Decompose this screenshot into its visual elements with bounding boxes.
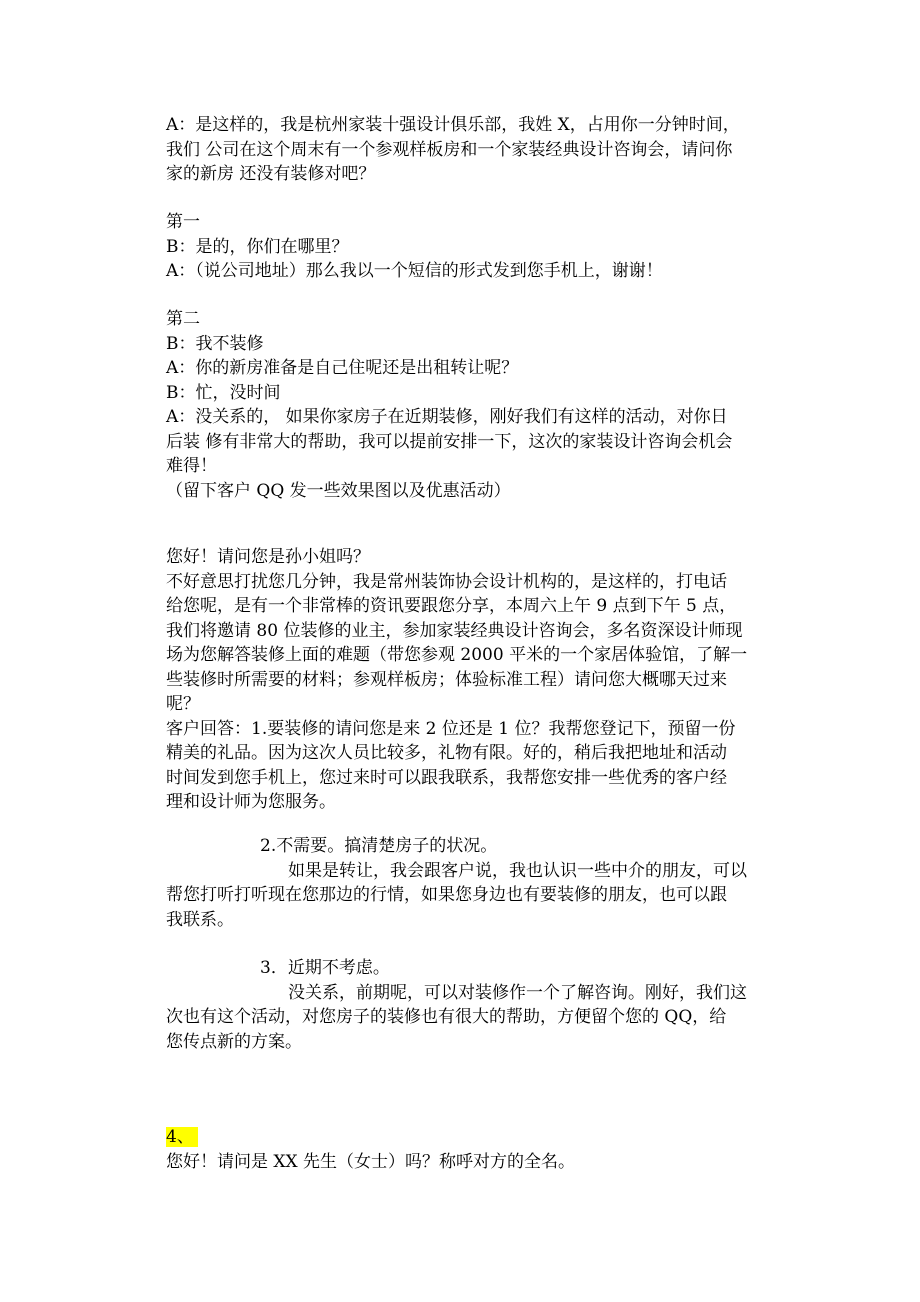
text-line: 如果是转让，我会跟客户说，我也认识一些中介的朋友，可以 — [288, 860, 747, 881]
text-line: 我们将邀请 80 位装修的业主，参加家装经典设计咨询会，多名资深设计师现 — [166, 620, 743, 641]
response-heading: 3．近期不考虑。 — [260, 958, 390, 978]
text-line: 理和设计师为您服务。 — [166, 792, 336, 812]
section-4 — [166, 1125, 796, 1174]
dialogue-line: B：忙，没时间 — [166, 382, 281, 403]
dialogue-line: 难得！ — [166, 456, 217, 476]
dialogue-line: 后装 修有非常大的帮助，我可以提前安排一下，这次的家装设计咨询会机会 — [166, 431, 733, 452]
text-line: 场为您解答装修上面的难题（带您参观 2000 平米的一个家居体验馆，了解一 — [166, 645, 748, 665]
text-line: 不好意思打扰您几分钟，我是常州装饰协会设计机构的，是这样的，打电话 — [166, 571, 727, 592]
text-line: 没关系，前期呢，可以对装修作一个了解咨询。刚好，我们这 — [288, 982, 747, 1003]
greeting-line: 您好！请问是 XX 先生（女士）吗？称呼对方的全名。 — [166, 1151, 576, 1172]
dialogue-line: B：是的，你们在哪里？ — [166, 236, 349, 257]
second-section — [166, 307, 796, 503]
text-line: 家的新房 还没有装修对吧？ — [166, 164, 376, 184]
text-line: 客户回答：1.要装修的请问您是来 2 位还是 1 位？我帮您登记下，预留一份 — [166, 718, 736, 739]
response-3 — [166, 956, 796, 1054]
note-line: （留下客户 QQ 发一些效果图以及优惠活动） — [166, 480, 511, 501]
dialogue-line: B：我不装修 — [166, 333, 264, 354]
text-line: 些装修时所需要的材料；参观样板房；体验标准工程）请问您大概哪天过来 — [166, 669, 727, 690]
response-heading: 2.不需要。搞清楚房子的状况。 — [260, 836, 498, 856]
text-line: 时间发到您手机上，您过来时可以跟我联系，我帮您安排一些优秀的客户经 — [166, 767, 727, 788]
text-line: 我联系。 — [166, 909, 234, 930]
greeting-line: 您好！请问您是孙小姐吗？ — [166, 547, 370, 567]
call-script-section — [166, 545, 796, 815]
text-line: 帮您打听打听现在您那边的行情，如果您身边也有要装修的朋友，也可以跟 — [166, 885, 727, 905]
text-line: A：是这样的，我是杭州家装十强设计俱乐部，我姓 X，占用你一分钟时间， — [166, 115, 740, 135]
dialogue-line: A：你的新房准备是自己住呢还是出租转让呢？ — [166, 358, 519, 378]
dialogue-line: A：（说公司地址）那么我以一个短信的形式发到您手机上，谢谢！ — [166, 261, 663, 281]
response-2 — [166, 834, 796, 932]
dialogue-line: A：没关系的， 如果你家房子在近期装修，刚好我们有这样的活动，对你日 — [166, 407, 728, 427]
intro-paragraph — [166, 113, 796, 187]
text-line: 呢？ — [166, 694, 200, 714]
text-line: 给您呢，是有一个非常棒的资讯要跟您分享，本周六上午 9 点到下午 5 点， — [166, 596, 737, 616]
highlighted-number: 4、 — [166, 1127, 198, 1147]
text-line: 精美的礼品。因为这次人员比较多，礼物有限。好的，稍后我把地址和活动 — [166, 743, 727, 763]
first-section — [166, 210, 796, 284]
section-number — [166, 1125, 796, 1150]
text-line: 您传点新的方案。 — [166, 1031, 302, 1052]
text-line: 我们 公司在这个周末有一个参观样板房和一个家装经典设计咨询会，请问你 — [166, 139, 733, 160]
section-heading: 第一 — [166, 212, 200, 232]
text-line: 次也有这个活动，对您房子的装修也有很大的帮助，方便留个您的 QQ，给 — [166, 1007, 727, 1027]
section-heading: 第二 — [166, 309, 200, 329]
